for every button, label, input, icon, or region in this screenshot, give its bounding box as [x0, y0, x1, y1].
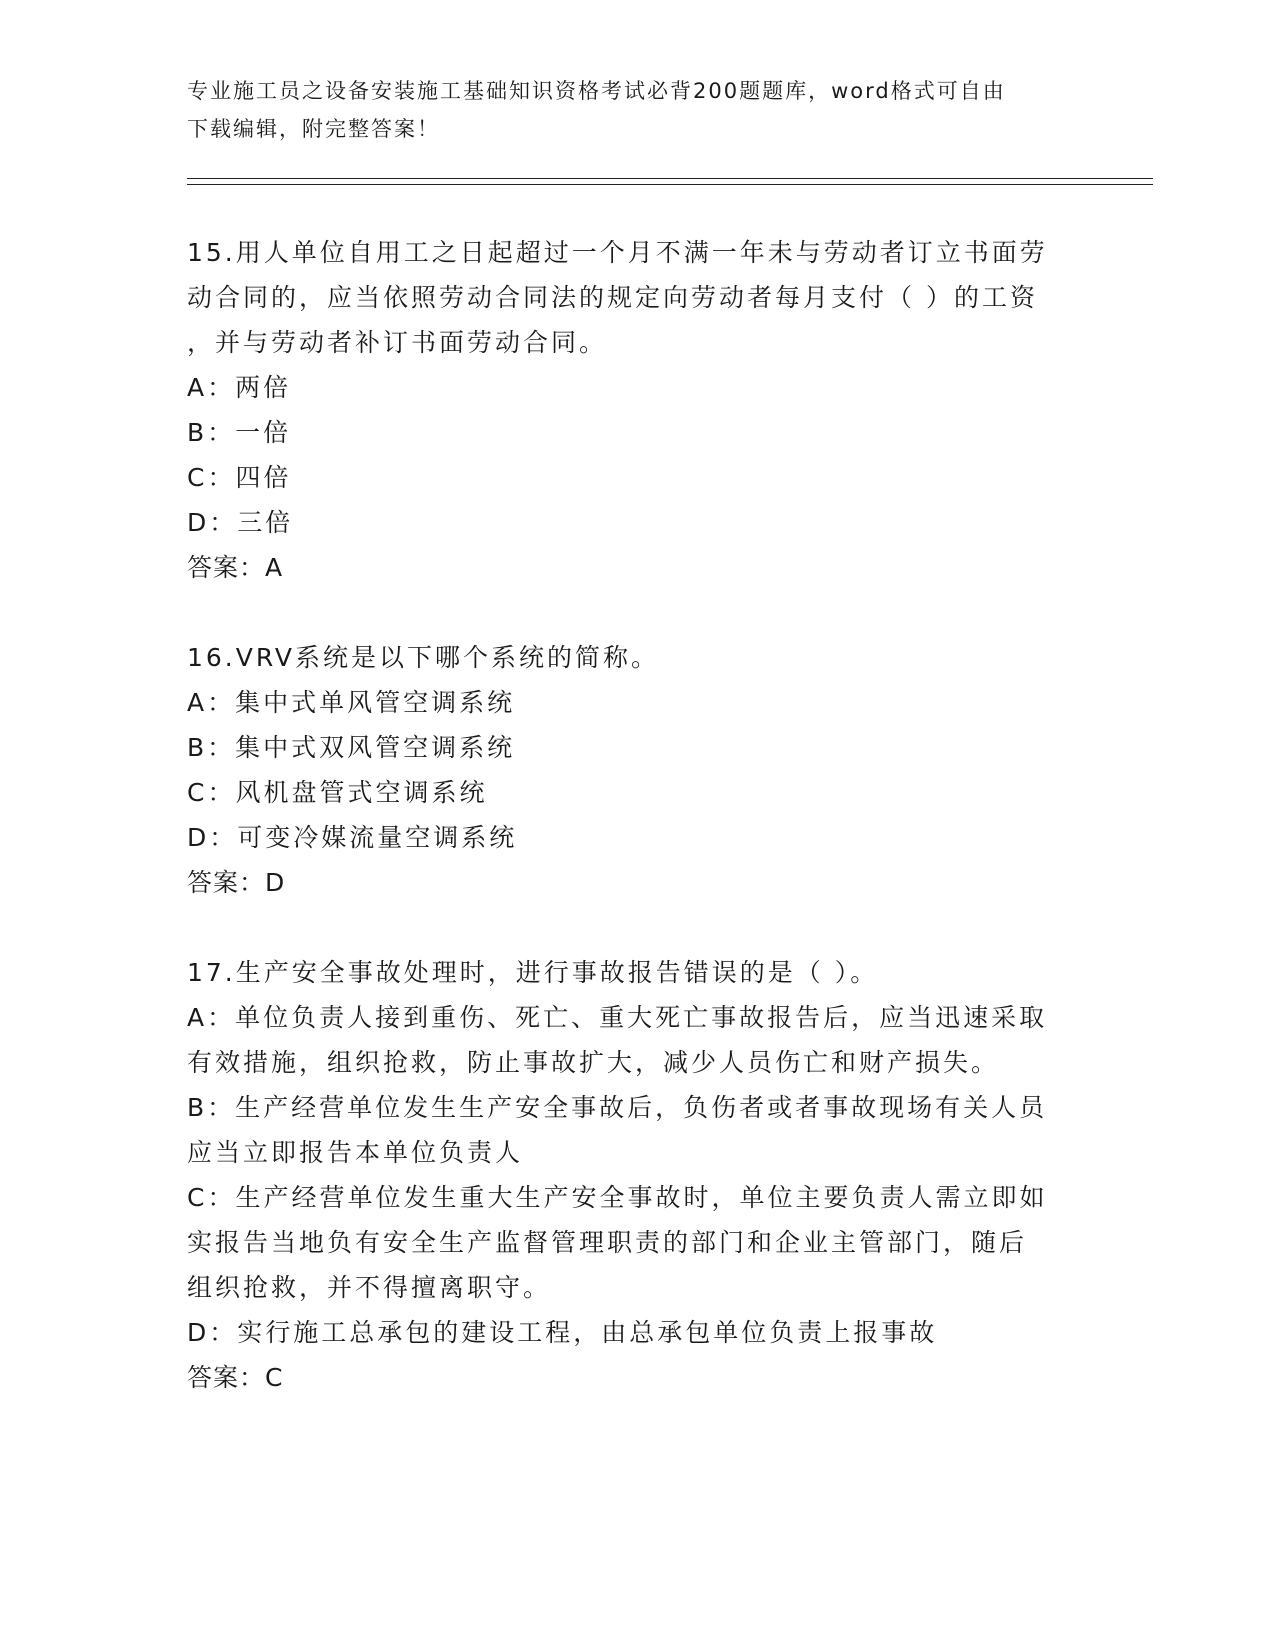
option-line: B：生产经营单位发生生产安全事故后，负伤者或者事故现场有关人员 — [187, 1093, 1048, 1122]
option-line: B：一倍 — [187, 418, 292, 447]
option-line: 应当立即报告本单位负责人 — [187, 1138, 524, 1167]
option-line: C：四倍 — [187, 463, 292, 492]
option-line: 组织抢救，并不得擅离职守。 — [187, 1273, 552, 1302]
question-line: 16.VRV系统是以下哪个系统的简称。 — [187, 643, 659, 672]
answer-option — [187, 500, 1087, 545]
answer-key: 答案：C — [187, 1363, 284, 1392]
document-header — [187, 72, 1067, 148]
question-block — [187, 950, 1087, 1400]
question-text — [187, 950, 1087, 995]
option-line: D：可变冷媒流量空调系统 — [187, 823, 518, 852]
answer-option — [187, 995, 1087, 1085]
question-text — [187, 230, 1087, 365]
option-line: A：单位负责人接到重伤、死亡、重大死亡事故报告后，应当迅速采取 — [187, 1003, 1048, 1032]
option-line: B：集中式双风管空调系统 — [187, 733, 516, 762]
question-line: 17.生产安全事故处理时，进行事故报告错误的是（ ）。 — [187, 958, 879, 987]
answer-option — [187, 725, 1087, 770]
option-line: D：三倍 — [187, 508, 294, 537]
header-divider-top — [187, 178, 1153, 179]
answer-option — [187, 455, 1087, 500]
answer-option — [187, 1175, 1087, 1310]
option-line: 实报告当地负有安全生产监督管理职责的部门和企业主管部门，随后 — [187, 1228, 1028, 1257]
option-line: 有效措施，组织抢救，防止事故扩大，减少人员伤亡和财产损失。 — [187, 1048, 1000, 1077]
question-text — [187, 635, 1087, 680]
answer-key: 答案：D — [187, 868, 286, 897]
answer-option — [187, 815, 1087, 860]
option-line: C：生产经营单位发生重大生产安全事故时，单位主要负责人需立即如 — [187, 1183, 1048, 1212]
question-spacer — [187, 905, 1087, 950]
answer-option — [187, 410, 1087, 455]
option-line: C：风机盘管式空调系统 — [187, 778, 488, 807]
answer-key: 答案：A — [187, 553, 284, 582]
option-line: A：两倍 — [187, 373, 292, 402]
header-line-1: 专业施工员之设备安装施工基础知识资格考试必背200题题库，word格式可自由 — [187, 79, 1006, 103]
answer-option — [187, 1310, 1087, 1355]
answer-option — [187, 365, 1087, 410]
answer-option — [187, 680, 1087, 725]
question-spacer — [187, 590, 1087, 635]
question-block — [187, 230, 1087, 590]
question-line: 动合同的，应当依照劳动合同法的规定向劳动者每月支付（ ）的工资 — [187, 283, 1038, 312]
question-line: 15.用人单位自用工之日起超过一个月不满一年未与劳动者订立书面劳 — [187, 238, 1048, 267]
header-divider-bottom — [187, 184, 1153, 185]
option-line: D：实行施工总承包的建设工程，由总承包单位负责上报事故 — [187, 1318, 938, 1347]
question-line: ，并与劳动者补订书面劳动合同。 — [187, 328, 608, 357]
answer-option — [187, 770, 1087, 815]
question-block — [187, 635, 1087, 905]
question-list — [187, 230, 1087, 1400]
answer-option — [187, 1085, 1087, 1175]
option-line: A：集中式单风管空调系统 — [187, 688, 516, 717]
header-line-2: 下载编辑，附完整答案！ — [187, 117, 440, 141]
